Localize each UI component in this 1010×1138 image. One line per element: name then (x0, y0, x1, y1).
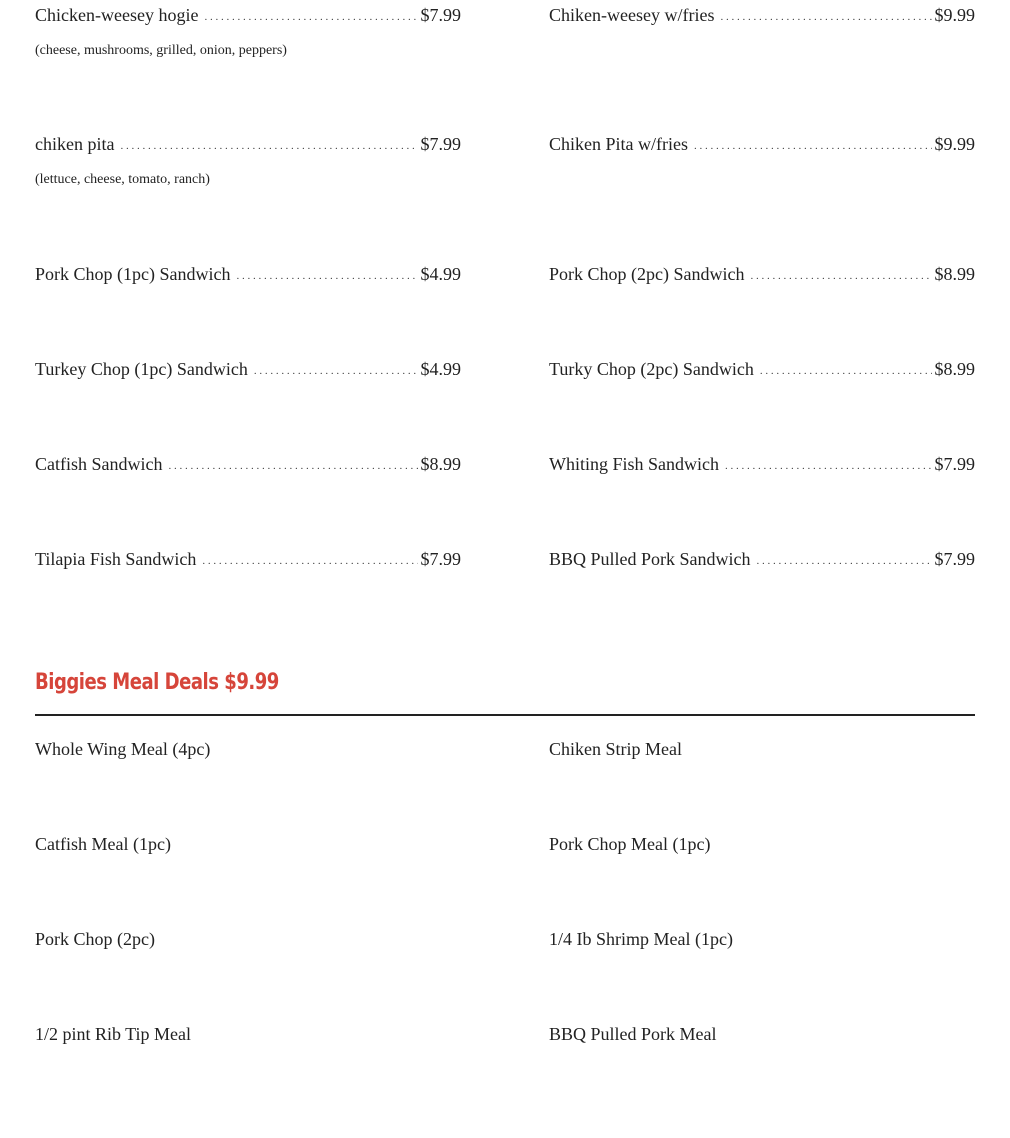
menu-item-price: $9.99 (934, 134, 975, 154)
meal-item: Whole Wing Meal (4pc) (35, 739, 211, 759)
menu-item (549, 132, 975, 156)
menu-item (35, 547, 461, 571)
menu-item-row (549, 262, 975, 289)
dot-leader (750, 264, 931, 288)
menu-item-row (35, 452, 461, 479)
menu-item-row (549, 132, 975, 159)
menu-item-name: BBQ Pulled Pork Sandwich (549, 549, 751, 569)
menu-item (549, 3, 975, 27)
dot-leader (760, 359, 932, 383)
dot-leader (120, 134, 417, 158)
meal-item: 1/2 pint Rib Tip Meal (35, 1024, 192, 1044)
meal-item: Catfish Meal (1pc) (35, 834, 171, 854)
menu-item-row (549, 3, 975, 30)
section-heading: Biggies Meal Deals $9.99 (35, 670, 279, 695)
menu-item (35, 262, 461, 286)
dot-leader (254, 359, 418, 383)
menu-item-row (35, 3, 461, 30)
menu-item-row (35, 547, 461, 574)
dot-leader (757, 549, 932, 573)
menu-item-name: Chicken-weesey hogie (35, 5, 199, 25)
menu-item (35, 452, 461, 476)
menu-item-price: $7.99 (420, 549, 461, 569)
menu-item-name: Turky Chop (2pc) Sandwich (549, 359, 754, 379)
meal-item: Chiken Strip Meal (549, 739, 682, 759)
dot-leader (720, 5, 931, 29)
menu-item (35, 132, 461, 187)
menu-item-name: Chiken Pita w/fries (549, 134, 688, 154)
menu-item-price: $7.99 (934, 549, 975, 569)
menu-item-price: $4.99 (420, 359, 461, 379)
menu-item (549, 262, 975, 286)
dot-leader (169, 454, 418, 478)
menu-item (35, 357, 461, 381)
section-divider (35, 714, 975, 716)
meal-item: 1/4 Ib Shrimp Meal (1pc) (549, 929, 733, 949)
dot-leader (202, 549, 417, 573)
menu-item (549, 357, 975, 381)
menu-item-price: $9.99 (934, 5, 975, 25)
meal-item: Pork Chop Meal (1pc) (549, 834, 711, 854)
menu-item (549, 452, 975, 476)
menu-item-name: Pork Chop (1pc) Sandwich (35, 264, 231, 284)
menu-item-price: $8.99 (934, 264, 975, 284)
meal-item: Pork Chop (2pc) (35, 929, 155, 949)
menu-item-price: $7.99 (934, 454, 975, 474)
menu-item-name: Pork Chop (2pc) Sandwich (549, 264, 745, 284)
menu-item-price: $7.99 (420, 134, 461, 154)
menu-item (549, 547, 975, 571)
menu-item-row (35, 357, 461, 384)
menu-item-name: chiken pita (35, 134, 115, 154)
meal-item: BBQ Pulled Pork Meal (549, 1024, 717, 1044)
dot-leader (694, 134, 932, 158)
menu-item-name: Tilapia Fish Sandwich (35, 549, 197, 569)
menu-item-row (549, 452, 975, 479)
menu-item-row (35, 132, 461, 159)
dot-leader (204, 5, 417, 29)
dot-leader (725, 454, 932, 478)
menu-item-row (35, 262, 461, 289)
menu-item-price: $7.99 (420, 5, 461, 25)
menu-item-name: Turkey Chop (1pc) Sandwich (35, 359, 248, 379)
menu-item-name: Chiken-weesey w/fries (549, 5, 715, 25)
menu-item-price: $8.99 (934, 359, 975, 379)
menu-item (35, 3, 461, 58)
menu-item-row (549, 357, 975, 384)
menu-item-price: $8.99 (420, 454, 461, 474)
menu-item-price: $4.99 (420, 264, 461, 284)
menu-item-row (549, 547, 975, 574)
menu-item-name: Whiting Fish Sandwich (549, 454, 719, 474)
dot-leader (236, 264, 417, 288)
menu-item-description: (lettuce, cheese, tomato, ranch) (35, 172, 210, 187)
menu-item-name: Catfish Sandwich (35, 454, 163, 474)
menu-item-description: (cheese, mushrooms, grilled, onion, peppers) (35, 43, 287, 58)
